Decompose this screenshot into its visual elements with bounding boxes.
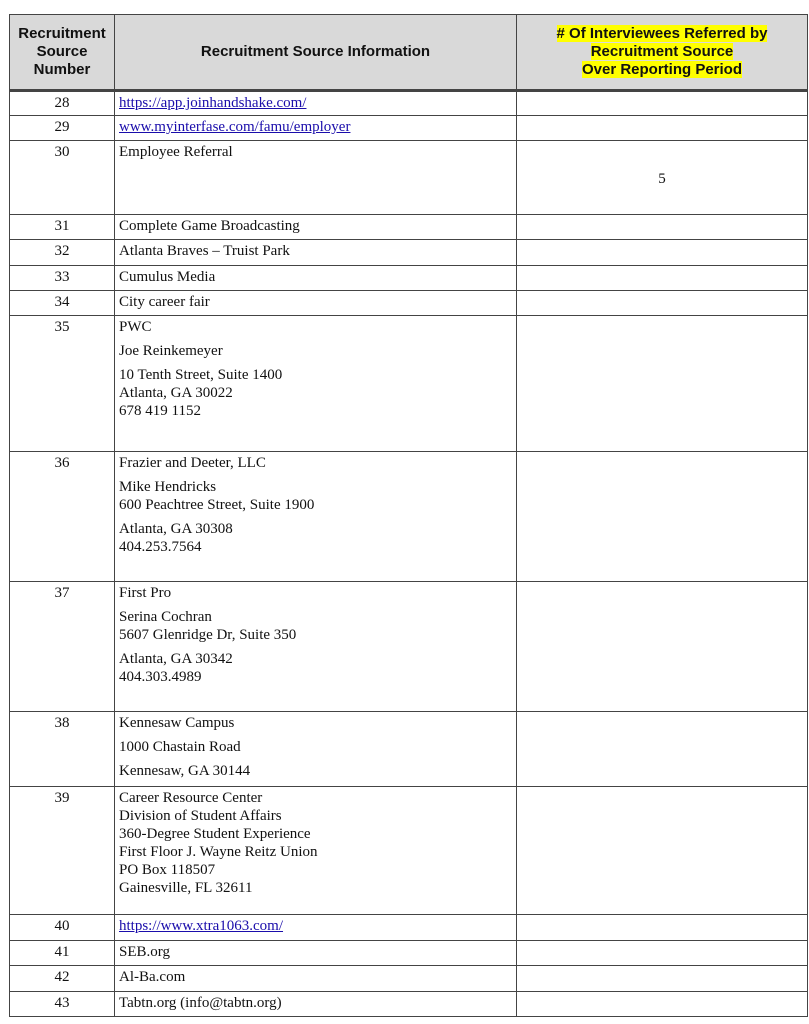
source-information	[115, 240, 517, 266]
source-link[interactable]: www.myinterfase.com/famu/employer	[119, 119, 351, 135]
source-info-line: 600 Peachtree Street, Suite 1900	[119, 497, 315, 513]
source-information	[115, 915, 517, 941]
interviewees-referred-count	[517, 316, 808, 452]
source-info-line: Division of Student Affairs	[119, 808, 282, 824]
table-row	[10, 141, 808, 215]
source-info-line: 360-Degree Student Experience	[119, 826, 311, 842]
source-info-line: Atlanta, GA 30308	[119, 521, 233, 537]
source-number: 29	[10, 116, 115, 141]
source-number: 39	[10, 787, 115, 915]
source-information	[115, 787, 517, 915]
source-information	[115, 141, 517, 215]
source-info-line: Atlanta Braves – Truist Park	[119, 243, 290, 259]
header-source-information: Recruitment Source Information	[115, 15, 517, 91]
source-number: 37	[10, 582, 115, 712]
interviewees-referred-count	[517, 291, 808, 316]
source-link[interactable]: https://www.xtra1063.com/	[119, 918, 284, 934]
interviewees-referred-count	[517, 915, 808, 941]
source-link[interactable]: https://app.joinhandshake.com/	[119, 95, 307, 111]
source-info-line: 1000 Chastain Road	[119, 739, 241, 755]
source-number: 28	[10, 91, 115, 116]
source-number: 33	[10, 266, 115, 291]
source-number: 38	[10, 712, 115, 787]
source-info-line: Kennesaw, GA 30144	[119, 763, 251, 779]
source-information	[115, 215, 517, 240]
source-information	[115, 582, 517, 712]
interviewees-referred-count	[517, 266, 808, 291]
table-row	[10, 116, 808, 141]
source-number: 41	[10, 941, 115, 966]
source-info-line: SEB.org	[119, 944, 170, 960]
table-row	[10, 966, 808, 992]
interviewees-referred-count	[517, 91, 808, 116]
header-source-number: Recruitment Source Number	[10, 15, 115, 91]
header-interviewees-referred: # Of Interviewees Referred by Recruitment Source Over Reporting Period	[517, 15, 808, 91]
source-info-line: Frazier and Deeter, LLC	[119, 455, 266, 471]
source-info-line: 678 419 1152	[119, 403, 201, 419]
source-information	[115, 966, 517, 992]
source-info-line: Cumulus Media	[119, 269, 216, 285]
source-info-line: Atlanta, GA 30342	[119, 651, 233, 667]
table-row	[10, 215, 808, 240]
source-number: 35	[10, 316, 115, 452]
source-information	[115, 316, 517, 452]
interviewees-referred-count: 5	[517, 141, 808, 215]
source-number: 40	[10, 915, 115, 941]
source-info-line: Joe Reinkemeyer	[119, 343, 223, 359]
table-header-row	[10, 15, 808, 91]
source-info-line: City career fair	[119, 294, 210, 310]
source-info-line: 404.253.7564	[119, 539, 202, 555]
source-number: 42	[10, 966, 115, 992]
interviewees-referred-count	[517, 240, 808, 266]
source-information	[115, 116, 517, 141]
source-info-line: Tabtn.org (info@tabtn.org)	[119, 995, 282, 1011]
recruitment-source-table	[9, 14, 808, 1017]
table-row	[10, 787, 808, 915]
source-info-line: 404.303.4989	[119, 669, 202, 685]
source-info-line: Al-Ba.com	[119, 969, 186, 985]
interviewees-referred-count	[517, 712, 808, 787]
source-number: 31	[10, 215, 115, 240]
table-row	[10, 452, 808, 582]
interviewees-referred-count	[517, 116, 808, 141]
source-number: 34	[10, 291, 115, 316]
table-row	[10, 291, 808, 316]
source-info-line: PWC	[119, 319, 152, 335]
source-info-line: Atlanta, GA 30022	[119, 385, 233, 401]
source-information	[115, 712, 517, 787]
source-info-line: Mike Hendricks	[119, 479, 217, 495]
source-information	[115, 941, 517, 966]
source-info-line: First Pro	[119, 585, 172, 601]
source-information	[115, 91, 517, 116]
source-info-line: Employee Referral	[119, 144, 233, 160]
source-number: 43	[10, 992, 115, 1017]
source-info-line: Complete Game Broadcasting	[119, 218, 300, 234]
source-information	[115, 452, 517, 582]
source-number: 32	[10, 240, 115, 266]
interviewees-referred-count	[517, 215, 808, 240]
interviewees-referred-count	[517, 941, 808, 966]
source-information	[115, 266, 517, 291]
source-info-line: PO Box 118507	[119, 862, 216, 878]
source-number: 36	[10, 452, 115, 582]
source-info-line: Gainesville, FL 32611	[119, 880, 253, 896]
interviewees-referred-count	[517, 966, 808, 992]
source-information	[115, 992, 517, 1017]
table-row	[10, 992, 808, 1017]
source-info-line: 10 Tenth Street, Suite 1400	[119, 367, 283, 383]
source-info-line: 5607 Glenridge Dr, Suite 350	[119, 627, 297, 643]
interviewees-referred-count	[517, 452, 808, 582]
table-row	[10, 91, 808, 116]
interviewees-referred-count	[517, 787, 808, 915]
table-row	[10, 266, 808, 291]
interviewees-referred-count	[517, 992, 808, 1017]
source-information	[115, 291, 517, 316]
source-info-line: Kennesaw Campus	[119, 715, 235, 731]
table-row	[10, 915, 808, 941]
table-row	[10, 582, 808, 712]
table-row	[10, 316, 808, 452]
table-row	[10, 240, 808, 266]
table-row	[10, 712, 808, 787]
source-info-line: Career Resource Center	[119, 790, 263, 806]
source-info-line: Serina Cochran	[119, 609, 212, 625]
source-info-line: First Floor J. Wayne Reitz Union	[119, 844, 318, 860]
source-number: 30	[10, 141, 115, 215]
interviewees-referred-count	[517, 582, 808, 712]
table-row	[10, 941, 808, 966]
